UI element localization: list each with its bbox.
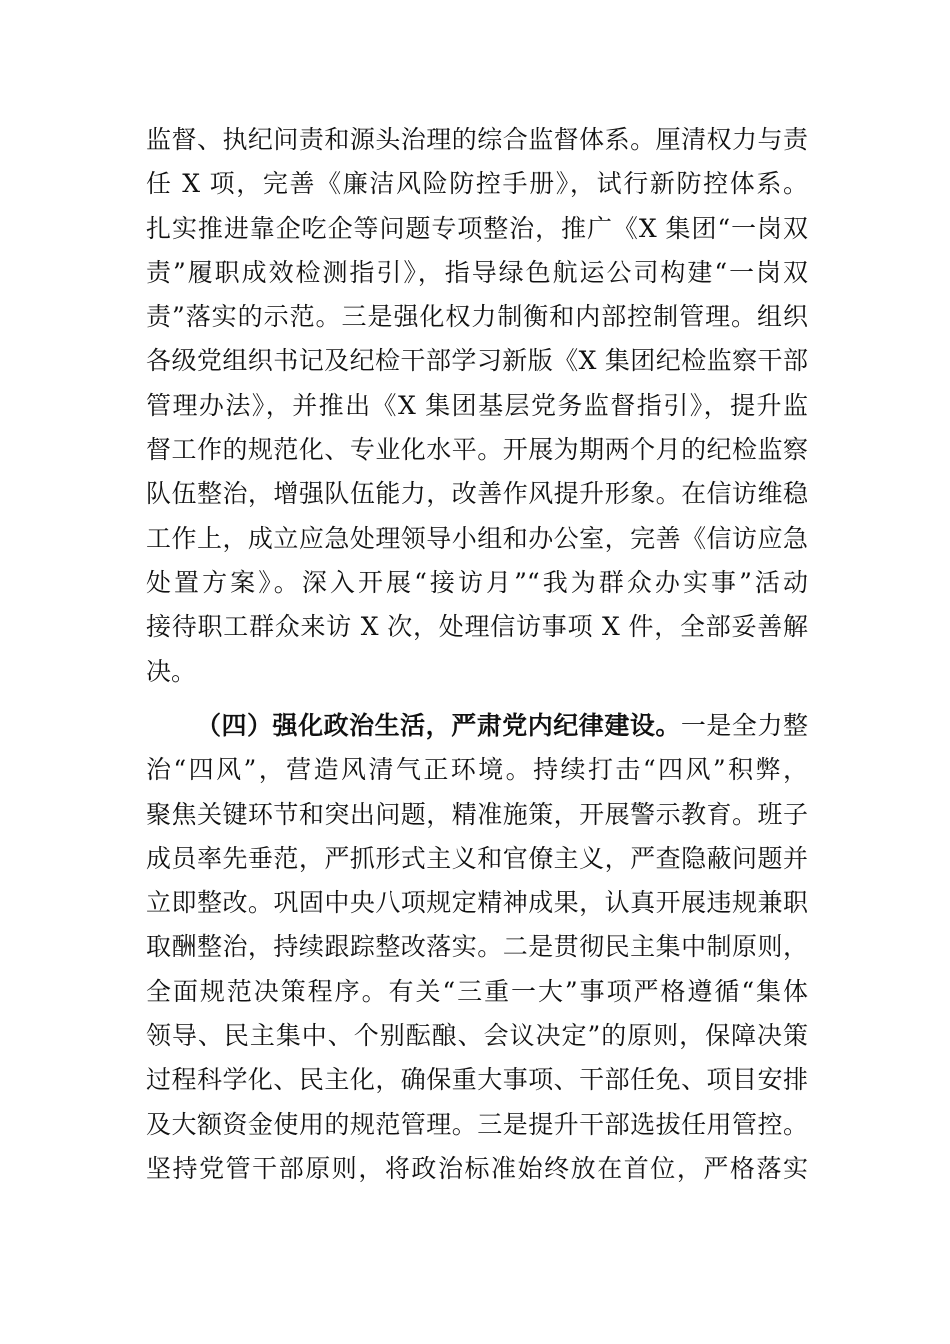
text-line: 处置方案》。深入开展“接访月”“我为群众办实事”活动 — [146, 567, 808, 597]
text-line: 接待职工群众来访 X 次，处理信访事项 X 件，全部妥善解 — [146, 612, 808, 642]
section-heading: （四）强化政治生活，严肃党内纪律建设。 — [196, 711, 681, 740]
text-line: 督工作的规范化、专业化水平。开展为期两个月的纪检监察 — [146, 435, 808, 465]
text-line: 各级党组织书记及纪检干部学习新版《X 集团纪检监察干部 — [146, 346, 808, 376]
paragraph-political-life — [146, 704, 808, 1191]
text-line: 责”履职成效检测指引》，指导绿色航运公司构建“一岗双 — [146, 257, 808, 287]
text-line: 治“四风”，营造风清气正环境。持续打击“四风”积弊， — [146, 755, 808, 785]
text-line: 聚焦关键环节和突出问题，精准施策，开展警示教育。班子 — [146, 799, 808, 829]
text-line: 工作上，成立应急处理领导小组和办公室，完善《信访应急 — [146, 523, 808, 553]
text-line: 坚持党管干部原则，将政治标准始终放在首位，严格落实 — [146, 1153, 808, 1183]
text-line: 任 X 项，完善《廉洁风险防控手册》，试行新防控体系。 — [146, 169, 808, 199]
text-line: 责”落实的示范。三是强化权力制衡和内部控制管理。组织 — [146, 302, 808, 332]
text-line: 及大额资金使用的规范管理。三是提升干部选拔任用管控。 — [146, 1109, 808, 1139]
text-line: 全面规范决策程序。有关“三重一大”事项严格遵循“集体 — [146, 976, 808, 1006]
text-line: 监督、执纪问责和源头治理的综合监督体系。厘清权力与责 — [146, 125, 808, 154]
text-line: 扎实推进靠企吃企等问题专项整治，推广《X 集团“一岗双 — [146, 213, 808, 243]
text-line: 取酬整治，持续跟踪整改落实。二是贯彻民主集中制原则， — [146, 932, 808, 962]
text-line: 成员率先垂范，严抓形式主义和官僚主义，严查隐蔽问题并 — [146, 843, 808, 873]
paragraph-supervision — [146, 118, 808, 694]
text-line: 决。 — [146, 656, 197, 686]
text-line: 领导、民主集中、个别酝酿、会议决定”的原则，保障决策 — [146, 1021, 808, 1051]
text-line: 管理办法》，并推出《X 集团基层党务监督指引》，提升监 — [146, 390, 808, 420]
heading-continuation: 一是全力整 — [680, 711, 808, 740]
text-line: 过程科学化、民主化，确保重大事项、干部任免、项目安排 — [146, 1065, 808, 1095]
text-line: 队伍整治，增强队伍能力，改善作风提升形象。在信访维稳 — [146, 479, 808, 509]
text-line-first — [146, 704, 808, 748]
text-line: 立即整改。巩固中央八项规定精神成果，认真开展违规兼职 — [146, 888, 808, 918]
